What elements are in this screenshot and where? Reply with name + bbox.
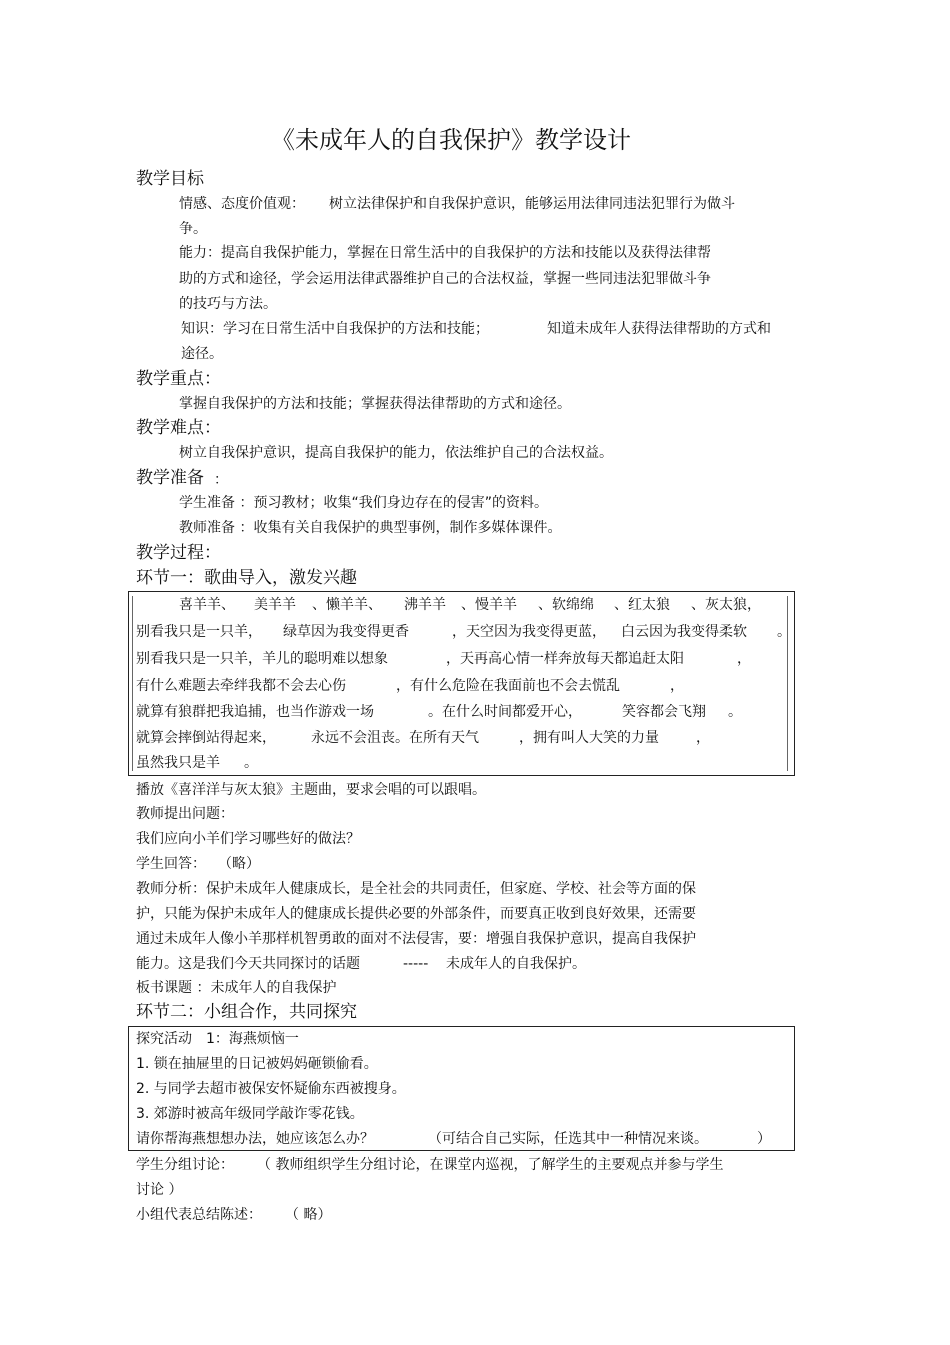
lyric-name-5: 、慢羊羊 bbox=[461, 597, 517, 613]
teacher-analysis-3: 通过未成年人像小羊那样机智勇敢的面对不法侵害，要：增强自我保护意识，提高自我保护 bbox=[136, 931, 696, 947]
lyric-line-6d: ， bbox=[696, 730, 710, 746]
lyric-line-3c: ， bbox=[737, 651, 751, 667]
play-song-text: 播放《喜洋洋与灰太狼》主题曲，要求会唱的可以跟唱。 bbox=[136, 782, 486, 798]
section-1-heading: 环节一：歌曲导入，激发兴趣 bbox=[136, 568, 357, 588]
lyric-name-2: 美羊羊 bbox=[254, 597, 296, 613]
goal-ability-3: 的技巧与方法。 bbox=[179, 296, 277, 312]
goal-emotion-text: 树立法律保护和自我保护意识，能够运用法律同违法犯罪行为做斗 bbox=[329, 196, 735, 212]
lyric-line-5c: 笑容都会飞翔 bbox=[622, 704, 706, 720]
teacher-analysis-4c: 未成年人的自我保护。 bbox=[446, 956, 586, 972]
board-topic: 板书课题 ：未成年人的自我保护 bbox=[136, 980, 337, 996]
teacher-ask-label: 教师提出问题： bbox=[136, 806, 234, 822]
activity-title: 探究活动 1：海燕烦恼一 bbox=[136, 1031, 299, 1047]
lyric-line-2d: 白云因为我变得柔软 bbox=[621, 624, 747, 640]
group-summary-text: （ 略） bbox=[285, 1207, 332, 1223]
prep-heading-colon: ： bbox=[214, 472, 228, 488]
difficulty-text: 树立自我保护意识，提高自我保护的能力，依法维护自己的合法权益。 bbox=[179, 445, 613, 461]
page-title: 《未成年人的自我保护》教学设计 bbox=[271, 126, 631, 154]
goal-emotion-text-cont: 争。 bbox=[179, 221, 207, 237]
student-answer-label: 学生回答： bbox=[136, 856, 206, 872]
key-point-heading: 教学重点： bbox=[136, 369, 221, 389]
group-summary-label: 小组代表总结陈述： bbox=[136, 1207, 262, 1223]
teacher-analysis-2: 护，只能为保护未成年人的健康成长提供必要的外部条件，而要真正收到良好效果，还需要 bbox=[136, 906, 696, 922]
key-point-text: 掌握自我保护的方法和技能；掌握获得法律帮助的方式和途径。 bbox=[179, 396, 571, 412]
lyric-line-2c: ，天空因为我变得更蓝， bbox=[452, 624, 606, 640]
prep-teacher: 教师准备 ：收集有关自我保护的典型事例，制作多媒体课件。 bbox=[179, 520, 562, 536]
teacher-analysis-4b: ----- bbox=[403, 956, 429, 972]
lyric-line-2a: 别看我只是一只羊， bbox=[136, 624, 262, 640]
lyric-line-5b: 。在什么时间都爱开心， bbox=[428, 704, 582, 720]
section-2-heading: 环节二：小组合作，共同探究 bbox=[136, 1002, 357, 1022]
goal-ability-2: 助的方式和途径，学会运用法律武器维护自己的合法权益，掌握一些同违法犯罪做斗争 bbox=[179, 271, 711, 287]
lyric-line-4c: ， bbox=[670, 678, 684, 694]
group-discuss-text-2: 讨论 ） bbox=[136, 1182, 183, 1198]
lyric-line-6c: ，拥有叫人大笑的力量 bbox=[519, 730, 659, 746]
group-discuss-text-1: （ 教师组织学生分组讨论，在课堂内巡视，了解学生的主要观点并参与学生 bbox=[257, 1157, 724, 1173]
lyric-name-4: 沸羊羊 bbox=[404, 597, 446, 613]
activity-ask-b: （可结合自己实际，任选其中一种情况来谈。 bbox=[428, 1131, 708, 1147]
activity-item-1: 1. 锁在抽屉里的日记被妈妈砸锁偷看。 bbox=[136, 1056, 378, 1072]
goal-knowledge-2: 知道未成年人获得法律帮助的方式和 bbox=[547, 321, 771, 337]
activity-ask-a: 请你帮海燕想想办法，她应该怎么办？ bbox=[136, 1131, 374, 1147]
lyric-name-3: 、懒羊羊、 bbox=[312, 597, 382, 613]
lyric-line-2e: 。 bbox=[777, 624, 791, 640]
lyric-line-4b: ，有什么危险在我面前也不会去慌乱 bbox=[396, 678, 620, 694]
lyric-name-8: 、灰太狼， bbox=[691, 597, 761, 613]
lyric-line-5a: 就算有狼群把我追捕，也当作游戏一场 bbox=[136, 704, 374, 720]
teacher-analysis-4a: 能力。这是我们今天共同探讨的话题 bbox=[136, 956, 360, 972]
teacher-analysis-1: 教师分析：保护未成年人健康成长，是全社会的共同责任，但家庭、学校、社会等方面的保 bbox=[136, 881, 696, 897]
lyric-line-5d: 。 bbox=[728, 704, 742, 720]
lyric-name-1: 喜羊羊、 bbox=[179, 597, 235, 613]
prep-heading: 教学准备 bbox=[136, 468, 204, 488]
goals-heading: 教学目标 bbox=[136, 169, 204, 189]
goal-knowledge-3: 途径。 bbox=[181, 346, 223, 362]
lyric-line-7b: 。 bbox=[244, 755, 258, 771]
lyric-line-6a: 就算会摔倒站得起来， bbox=[136, 730, 276, 746]
lyric-name-7: 、红太狼 bbox=[614, 597, 670, 613]
activity-item-3: 3. 郊游时被高年级同学敲诈零花钱。 bbox=[136, 1106, 364, 1122]
goal-emotion-label: 情感、态度价值观： bbox=[179, 196, 305, 212]
activity-item-2: 2. 与同学去超市被保安怀疑偷东西被搜身。 bbox=[136, 1081, 406, 1097]
lyric-line-7a: 虽然我只是羊 bbox=[136, 755, 220, 771]
activity-ask-c: ） bbox=[757, 1131, 771, 1147]
group-discuss-label: 学生分组讨论： bbox=[136, 1157, 234, 1173]
lyric-line-3a: 别看我只是一只羊，羊儿的聪明难以想象 bbox=[136, 651, 388, 667]
lyric-line-2b: 绿草因为我变得更香 bbox=[283, 624, 409, 640]
difficulty-heading: 教学难点： bbox=[136, 418, 221, 438]
prep-student: 学生准备 ：预习教材；收集“我们身边存在的侵害”的资料。 bbox=[179, 495, 548, 511]
lyric-line-4a: 有什么难题去牵绊我都不会去心伤 bbox=[136, 678, 346, 694]
goal-knowledge-1: 知识：学习在日常生活中自我保护的方法和技能； bbox=[181, 321, 489, 337]
goal-ability-1: 能力：提高自我保护能力，掌握在日常生活中的自我保护的方法和技能以及获得法律帮 bbox=[179, 245, 711, 261]
student-answer: （略） bbox=[218, 856, 260, 872]
lyric-name-6: 、软绵绵 bbox=[538, 597, 594, 613]
lyric-line-3b: ，天再高心情一样奔放每天都追赶太阳 bbox=[446, 651, 684, 667]
lyric-line-6b: 永远不会沮丧。在所有天气 bbox=[311, 730, 479, 746]
teacher-question: 我们应向小羊们学习哪些好的做法？ bbox=[136, 831, 360, 847]
process-heading: 教学过程： bbox=[136, 543, 221, 563]
